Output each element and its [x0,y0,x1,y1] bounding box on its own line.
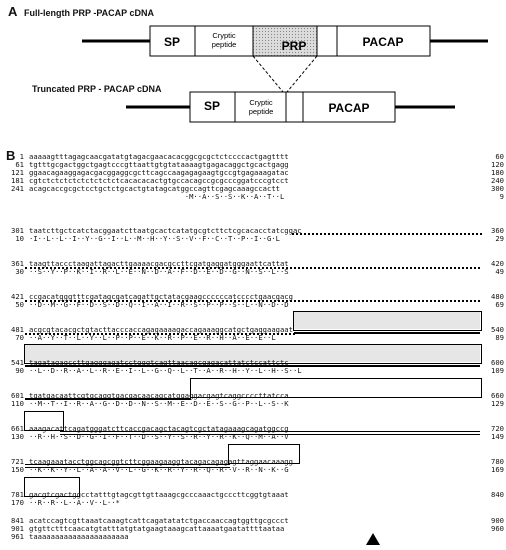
sequence-row [4,176,504,184]
row-sequence-text: cgtctctctctctctctctctcacacacactgtgccacagccgcgcccggatcccgtcct [29,176,289,185]
full-length-caption: Full-length PRP -PACAP cDNA [24,8,155,18]
row-end-number: 720 [491,424,504,433]
prp-underline-3 [25,398,191,400]
row-sequence-text: ccgacatgggtttcgatagcgatcagattgctatacgaagccccccatcccctgaacgacg [29,292,293,301]
sequence-row [4,192,504,200]
row-start-number: 70 [15,333,24,342]
pacap-double-underline-2 [25,464,230,468]
row-end-number: 900 [491,516,504,525]
row-sequence-text: taagttaccctaagattagacttgaaaacgacgccttcgatgaggatgggaattcattat [29,259,289,268]
row-sequence-text: acgcgtacacgctgtacttacccaccagagaaaagaccagaaaggcatgctgaggaagaat [29,325,293,334]
row-sequence-text: ··R··R··L··A··V··L··* [29,498,120,507]
row-end-number: 240 [491,176,504,185]
row-start-number: 61 [15,160,24,169]
trunc-spacer-box [286,92,303,122]
row-sequence-text: ··K··K··Y··L··A··A··V··L··G··K··R··Y··R··Q··R··V··R··N··K··G [29,465,289,474]
sequence-row [4,399,504,407]
sequence-row [4,490,504,498]
row-start-number: 661 [11,424,24,433]
row-end-number: 29 [495,234,504,243]
row-end-number: 120 [491,160,504,169]
row-start-number: 781 [11,490,24,499]
row-sequence-text: acatccagtcgttaaatcaaagtcattcagatatatctgaccaaccagtggttgcgccct [29,516,289,525]
sequence-row [4,532,504,540]
row-start-number: 481 [11,325,24,334]
prp-underline-1 [294,332,480,334]
row-sequence-text: ··M··T··I··R··A··G··D··D··N··S··M··E··D··E··S··G··P··L··S··K [29,399,289,408]
row-start-number: 301 [11,226,24,235]
row-end-number: 780 [491,457,504,466]
panel-a-label: A [8,4,18,19]
trunc-cryptic-label-2: peptide [248,107,274,116]
sequence-row [4,152,504,160]
prp-underline-2 [25,365,480,367]
cryptic-dotted-underline-2 [25,297,480,302]
row-start-number: 901 [11,524,24,533]
row-start-number: 841 [11,516,24,525]
row-start-number: 721 [11,457,24,466]
sequence-row [4,516,504,524]
triangle-marker-icon [366,533,380,545]
row-start-number: 90 [15,366,24,375]
row-sequence-text: ·M··A··S··S··K··A··T··L [29,192,285,201]
trunc-pacap-label: PACAP [328,101,370,115]
sequence-row [4,366,504,374]
row-sequence-text: aaagacattcagatgggatcttcaccgacagctacagtcgctatagaaagcagatggccg [29,424,289,433]
cryptic-dotted-underline-3 [25,330,295,335]
full-cryptic-label-1: Cryptic [212,31,236,40]
sequence-row [4,234,504,242]
row-sequence-text: ··A··Y··T··L··Y··L··P··P··E··K··R··P··E··R··H··A··E··E··L [29,333,276,342]
trunc-sp-label: SP [203,99,221,113]
row-start-number: 170 [11,498,24,507]
row-start-number: 50 [15,300,24,309]
row-start-number: 601 [11,391,24,400]
row-end-number: 149 [491,432,504,441]
row-end-number: 60 [495,152,504,161]
row-end-number: 169 [491,465,504,474]
row-sequence-text: ··D··M··G··F··D··S··D··Q··I··A··I··R··S··P··P··S··L··N··D··D [29,300,289,309]
row-sequence-text: tgtttgcgactggctgagtcccgttaattgtgtataaaagtgagacaggctgcactgagg [29,160,289,169]
full-prp-label: PRP [281,39,307,53]
sp-dotted-underline-1 [292,230,482,235]
trunc-cryptic-label-1: Cryptic [249,98,273,107]
row-sequence-text: taaaaaaaaaaaaaaaaaaaaaa [29,532,129,541]
row-start-number: 541 [11,358,24,367]
full-pacap-label: PACAP [362,35,404,49]
deletion-line-left [253,56,283,92]
row-end-number: 49 [495,267,504,276]
row-sequence-text: ·I··L··L··I··Y··G··I··L··M··H··Y··S··V··F··C··T··P··I··G·L [29,234,280,243]
polyadenylation-signal-marker [366,533,386,547]
row-end-number: 840 [491,490,504,499]
row-sequence-text: gacgtcgactggcctatttgtagcgttgttaaagcgcccaaactgcccttcggtgtaaat [29,490,289,499]
row-start-number: 130 [11,432,24,441]
row-sequence-text: gtgttctttcaacatgtatttatgtatgaagtaaagcattaaaatgaatattttaataa [29,524,285,533]
row-end-number: 420 [491,259,504,268]
cryptic-dotted-underline-1 [25,264,480,269]
row-sequence-text: ··L··D··R··A··L··R··E··I··L··G··Q··L··T··A··R··H··Y··L··H··S··L [29,366,302,375]
row-end-number: 540 [491,325,504,334]
full-cryptic-label-2: peptide [211,40,237,49]
sequence-row [4,524,504,532]
row-end-number: 69 [495,300,504,309]
row-end-number: 660 [491,391,504,400]
row-start-number: 241 [11,184,24,193]
row-end-number: 600 [491,358,504,367]
row-end-number: 480 [491,292,504,301]
row-end-number: 9 [499,192,504,201]
row-end-number: 180 [491,168,504,177]
row-start-number: 121 [11,168,24,177]
full-sp-label: SP [163,35,181,49]
row-sequence-text: ggaacagaaggagacgacggaggcgcttcagccaagagagaagtgccgtgagaaagatac [29,168,289,177]
row-end-number: 89 [495,333,504,342]
cdna-diagram [0,0,506,140]
row-start-number: 361 [11,259,24,268]
sequence-row [4,184,504,192]
row-end-number: 300 [491,184,504,193]
sequence-row [4,498,504,506]
row-sequence-text: aaaaagtttagagcaacgatatgtagacgaacacacggcgcgctctccccactgagtttt [29,152,289,161]
row-sequence-text: tagatagagccttgagggagatcctgggtcagttaacagcgagacattatctccattctc [29,358,289,367]
row-start-number: 421 [11,292,24,301]
row-start-number: 110 [11,399,24,408]
row-start-number: 181 [11,176,24,185]
sequence-row [4,160,504,168]
row-sequence-text: ··R··H··S··D··G··I··F··T··D··S··Y··S··R··Y··R··K··Q··M··A··V [29,432,289,441]
deletion-line-right [287,56,317,92]
row-sequence-text: taatcttgctcatctacggaatcttaatgcactcatatgcgtcttctcgcacacctatcggac [29,226,302,235]
row-end-number: 129 [491,399,504,408]
row-sequence-text: acagcaccgcgctcctgctctgcactgtatagcatggccagttcgagcaaagccactt [29,184,280,193]
sequence-row [4,168,504,176]
pacap-double-underline-1 [60,431,480,435]
row-sequence-text: tcaagaaatacctggcagcggtcttcggaagaaggtacagacagagagttaggaacaaagg [29,457,293,466]
row-end-number: 960 [491,524,504,533]
panel-b-label: B [6,148,16,163]
row-start-number: 30 [15,267,24,276]
row-start-number: 10 [15,234,24,243]
row-start-number: 150 [11,465,24,474]
row-start-number: 1 [19,152,24,161]
row-sequence-text: ··S··Y··P··K··I··R··L··E··N··D··A··F··D··E··D··G··N··S··L··S [29,267,289,276]
row-sequence-text: tgatgacaattcgtgcaggtgacgacaacagcatggaggacgagtcaggccccttatcca [29,391,289,400]
row-start-number: 961 [11,532,24,541]
row-end-number: 109 [491,366,504,375]
truncated-caption: Truncated PRP - PACAP cDNA [32,84,162,94]
row-end-number: 360 [491,226,504,235]
full-spacer-box [317,26,337,56]
